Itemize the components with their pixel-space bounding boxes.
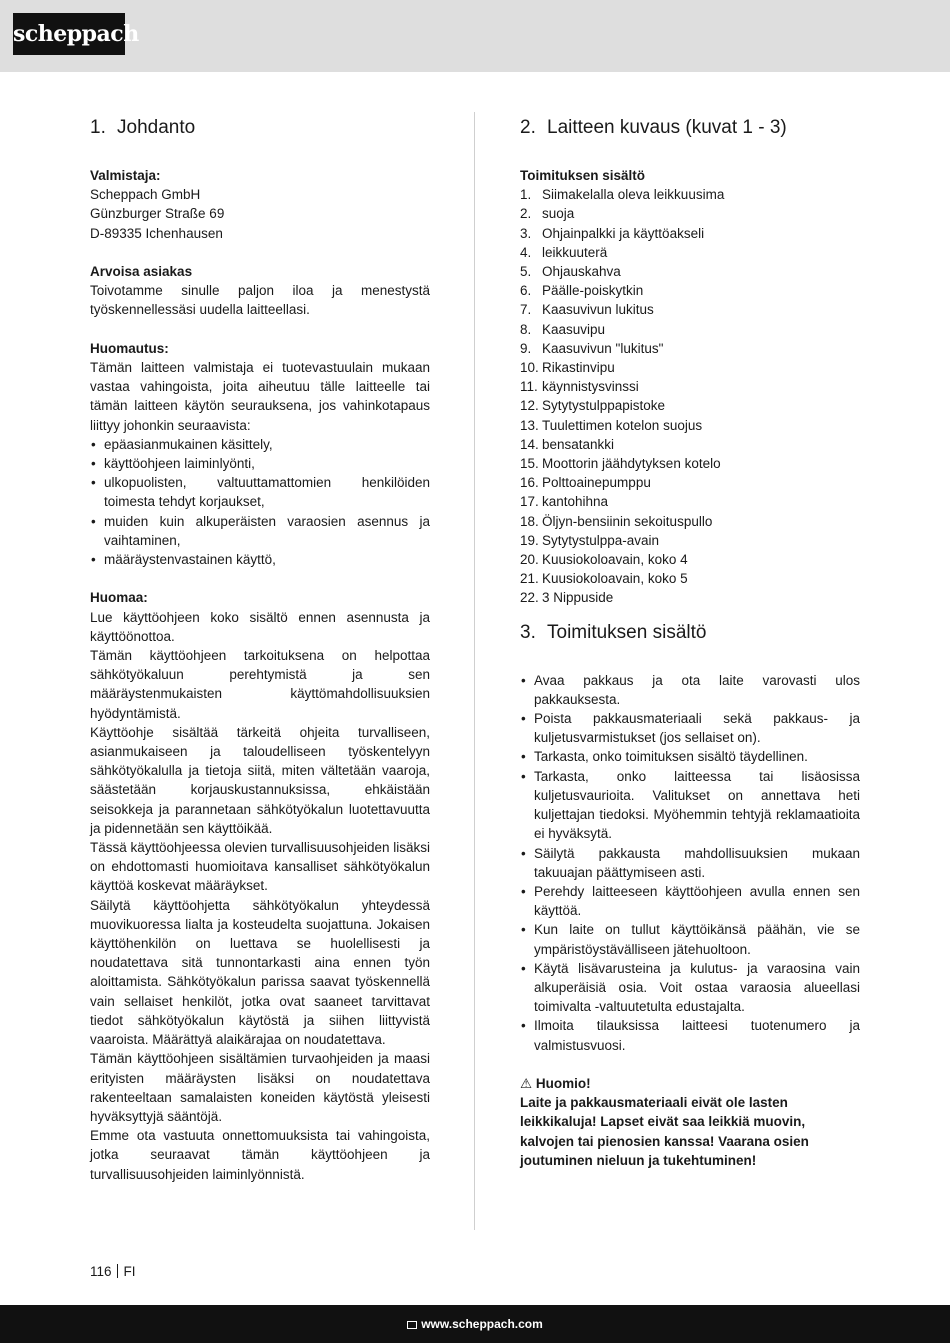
list-item: 6. Päälle-poiskytkin xyxy=(520,283,644,299)
list-item: • määräystenvastainen käyttö, xyxy=(90,550,430,569)
warning-text: Laite ja pakkausmateriaali eivät ole lasten leikkikaluja! Lapset eivät saa leikkiä muovin, kalvojen tai pienosien kanssa! Vaarana osien joutuminen nieluun ja tukehtuminen! xyxy=(520,1095,809,1168)
attention-paragraph: Tämän käyttöohjeen sisältämien turvaohjeiden ja maasi erityisten määräysten lisäksi on noudatettava rakenteeltaan samalaisten koneiden käytöstä yleisesti hyväksyttyjä sääntöjä. xyxy=(90,1051,430,1124)
attention-paragraph: Säilytä käyttöohjetta sähkötyökalun yhteydessä muovikuoressa lialta ja kosteudelta suojattuna. Jokaisen käyttöhenkilön on luettava se huolellisesti ja noudatettava sitä tunnontarkasti aina ennen työn aloittamista. Sähkötyökalun parissa saavat työskennellä vain sellaiset henkilöt, jotka ovat saaneet tarvittavat tiedot sähkötyökalun käytöstä ja siihen liittyvistä vaaroista. Määrättyä alaikärajaa on noudatettava. xyxy=(90,897,430,1048)
list-item: 17. kantohihna xyxy=(520,494,609,510)
list-item: • Kun laite on tullut käyttöikänsä päähän, vie se ympäristöystävälliseen jätehuoltoon. xyxy=(520,920,860,958)
list-item: 20. Kuusiokoloavain, koko 4 xyxy=(520,552,688,568)
right-column xyxy=(520,116,860,1170)
manufacturer-line: Scheppach GmbH xyxy=(90,187,201,203)
list-item: 15. Moottorin jäähdytyksen kotelo xyxy=(520,456,721,472)
computer-icon xyxy=(407,1321,417,1329)
list-item: 19. Sytytystulppa-avain xyxy=(520,532,660,548)
list-item: 9. Kaasuvivun "lukitus" xyxy=(520,340,664,356)
attention-paragraph: Emme ota vastuuta onnettomuuksista tai vahingoista, jotka seuraavat tämän käyttöohjeen ja turvallisuusohjeiden laiminlyönnistä. xyxy=(90,1128,430,1182)
list-item: 10. Rikastinvipu xyxy=(520,360,615,376)
delivery-bullet-list xyxy=(520,671,860,1055)
list-item: • Säilytä pakkausta mahdollisuuksien mukaan takuuajan päättymiseen asti. xyxy=(520,844,860,882)
list-item: • Tarkasta, onko toimituksen sisältö täydellinen. xyxy=(520,747,860,766)
note-text: Tämän laitteen valmistaja ei tuotevastuulain mukaan vastaa vahingoista, joita aiheutuu tälle laitteelle tai tämän laitteen käytön seurauksena, jos vahinkotapaus liittyy johonkin seuraavista: xyxy=(90,360,430,433)
warning-icon: ⚠ xyxy=(520,1075,533,1091)
list-item: • Tarkasta, onko laitteessa tai lisäosissa kuljetusvaurioita. Valitukset on annettava heti kuljettajan tiedoksi. Myöhemmin tehtyjä reklamaatioita ei hyväksytä. xyxy=(520,767,860,844)
list-item: 11. käynnistysvinssi xyxy=(520,379,639,395)
attention-paragraph: Tämän käyttöohjeen tarkoituksena on helpottaa sähkötyökaluun perehtymistä ja sen määräystenmukaisten käyttömahdollisuuksien hyödyntämistä. xyxy=(90,648,430,721)
column-divider xyxy=(474,112,475,1230)
list-item: 14. bensatankki xyxy=(520,436,615,452)
customer-label: Arvoisa asiakas xyxy=(90,264,193,279)
warning-heading: ⚠ Huomio! xyxy=(520,1075,591,1091)
list-item: 18. Öljyn-bensiinin sekoituspullo xyxy=(520,513,713,529)
brand-logo: scheppach xyxy=(13,13,125,55)
attention-paragraph: Tässä käyttöohjeessa olevien turvallisuusohjeiden lisäksi on ehdottomasti huomioitava kansalliset sähkötyökalun käyttöä koskevat määräykset. xyxy=(90,840,430,894)
customer-text: Toivotamme sinulle paljon iloa ja menestystä työskennellessäsi uudella laitteellasi. xyxy=(90,283,430,318)
list-item: 2. suoja xyxy=(520,206,575,222)
list-item: 5. Ohjauskahva xyxy=(520,264,621,280)
section-2-heading: 2. Laitteen kuvaus (kuvat 1 - 3) xyxy=(520,117,787,138)
attention-label: Huomaa: xyxy=(90,590,148,606)
list-item: • muiden kuin alkuperäisten varaosien asennus ja vaihtaminen, xyxy=(90,512,430,550)
list-item: 13. Tuulettimen kotelon suojus xyxy=(520,417,703,433)
list-item: 3. Ohjainpalkki ja käyttöakseli xyxy=(520,225,705,241)
list-item: • epäasianmukainen käsittely, xyxy=(90,435,430,454)
manufacturer-line: Günzburger Straße 69 xyxy=(90,206,225,222)
parts-list xyxy=(520,185,860,607)
footer-bar xyxy=(0,1305,950,1343)
attention-paragraph: Käyttöohje sisältää tärkeitä ohjeita turvalliseen, asianmukaiseen ja taloudelliseen työskentelyyn sähkötyökalulla ja tietoja siitä, miten vältetään vaaroja, säästetään korjauskustannuksissa, ehkäistään seisokkeja ja parannetaan sähkötyökalun luotettavuutta ja pidennetään sen käyttöikää. xyxy=(90,724,430,836)
list-item: 4. leikkuuterä xyxy=(520,244,608,260)
list-item: 21. Kuusiokoloavain, koko 5 xyxy=(520,571,688,587)
list-item: • Poista pakkausmateriaali sekä pakkaus- ja kuljetusvarmistukset (jos sellaiset on). xyxy=(520,709,860,747)
attention-paragraph: Lue käyttöohjeen koko sisältö ennen asennusta ja käyttöönottoa. xyxy=(90,609,430,644)
list-item: 8. Kaasuvipu xyxy=(520,321,606,337)
list-item: • Perehdy laitteeseen käyttöohjeen avulla ennen sen käyttöä. xyxy=(520,882,860,920)
page-number: 116 FI xyxy=(90,1264,136,1279)
list-item: • Käytä lisävarusteina ja kulutus- ja varaosina vain alkuperäisiä osia. Voit ostaa varaosia alueellasi toimivalta -valtuutetulta edustajalta. xyxy=(520,959,860,1017)
list-item: • ulkopuolisten, valtuuttamattomien henkilöiden toimesta tehdyt korjaukset, xyxy=(90,473,430,511)
list-item: 1. Siimakelalla oleva leikkuusima xyxy=(520,187,725,203)
list-item: 7. Kaasuvivun lukitus xyxy=(520,302,654,318)
note-bullet-list xyxy=(90,435,430,569)
list-item: 12. Sytytystulppapistoke xyxy=(520,398,666,414)
list-item: • Avaa pakkaus ja ota laite varovasti ulos pakkauksesta. xyxy=(520,671,860,709)
delivery-contents-label: Toimituksen sisältö xyxy=(520,168,646,183)
left-column xyxy=(90,116,430,1184)
section-1-heading: 1. Johdanto xyxy=(90,117,196,138)
header-bar xyxy=(0,0,950,72)
list-item: • käyttöohjeen laiminlyönti, xyxy=(90,454,430,473)
website-link[interactable]: www.scheppach.com xyxy=(421,1317,543,1331)
list-item: • Ilmoita tilauksissa laitteesi tuotenumero ja valmistusvuosi. xyxy=(520,1016,860,1054)
section-3-heading: 3. Toimituksen sisältö xyxy=(520,621,707,643)
list-item: 16. Polttoainepumppu xyxy=(520,475,651,491)
note-label: Huomautus: xyxy=(90,340,169,356)
manufacturer-label: Valmistaja: xyxy=(90,168,161,183)
manufacturer-line: D-89335 Ichenhausen xyxy=(90,225,223,241)
list-item: 22. 3 Nippuside xyxy=(520,590,614,606)
